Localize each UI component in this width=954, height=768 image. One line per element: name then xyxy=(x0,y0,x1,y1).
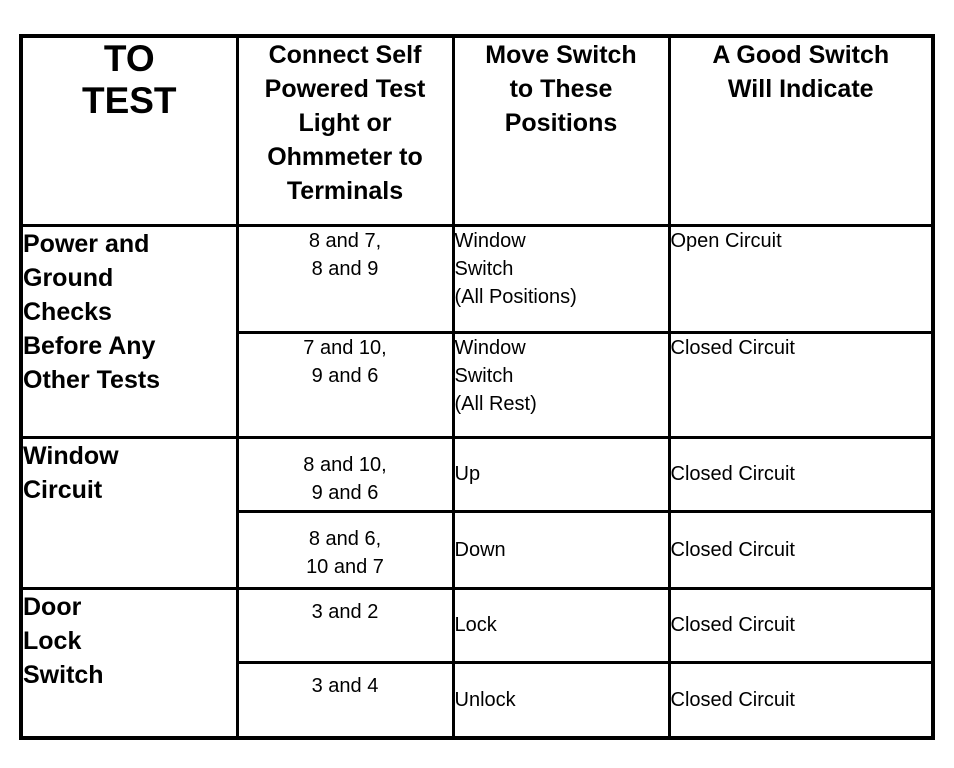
header-move-line: Positions xyxy=(504,109,618,137)
header-connect-line: Terminals xyxy=(286,177,404,205)
result-text: Closed Circuit xyxy=(670,614,795,637)
terminals-cell xyxy=(237,333,453,438)
positions-cell xyxy=(453,225,669,333)
terminals-line: 8 and 10, xyxy=(303,453,387,476)
table-row xyxy=(21,225,933,333)
table-row xyxy=(21,588,933,662)
terminals-cell xyxy=(237,663,453,738)
group-window-circuit xyxy=(21,437,237,588)
result-cell xyxy=(669,437,933,511)
positions-line: Switch xyxy=(454,257,514,280)
terminals-line: 9 and 6 xyxy=(311,365,379,388)
header-connect-terminals xyxy=(237,36,453,225)
terminals-line: 3 and 4 xyxy=(311,675,379,698)
positions-line: Window xyxy=(454,229,526,252)
group-power-ground xyxy=(21,225,237,437)
header-to-test-line: TEST xyxy=(81,80,177,121)
terminals-line: 8 and 6, xyxy=(308,528,382,551)
header-good-switch xyxy=(669,36,933,225)
header-connect-line: Ohmmeter to xyxy=(267,143,423,171)
header-indicate-line: Will Indicate xyxy=(727,75,874,103)
group-label-line: Window xyxy=(23,441,119,470)
terminals-cell xyxy=(237,225,453,333)
table-row xyxy=(21,437,933,511)
group-label-line: Other Tests xyxy=(23,365,161,394)
terminals-cell xyxy=(237,588,453,662)
result-cell xyxy=(669,225,933,333)
header-move-line: Move Switch xyxy=(485,41,637,69)
positions-line: Up xyxy=(454,463,481,486)
positions-line: Window xyxy=(454,337,526,360)
switch-test-table xyxy=(19,34,935,740)
terminals-line: 7 and 10, xyxy=(303,337,387,360)
group-door-lock-switch xyxy=(21,588,237,738)
header-to-test-line: TO xyxy=(103,38,155,79)
result-cell xyxy=(669,333,933,438)
terminals-line: 8 and 7, xyxy=(308,229,382,252)
result-text: Closed Circuit xyxy=(670,538,795,561)
positions-line: Down xyxy=(454,538,506,561)
terminals-line: 8 and 9 xyxy=(311,257,379,280)
header-connect-line: Powered Test xyxy=(264,75,426,103)
header-move-line: to These xyxy=(509,75,613,103)
header-move-switch xyxy=(453,36,669,225)
switch-test-chart xyxy=(19,34,931,740)
group-label-line: Circuit xyxy=(23,475,103,504)
group-label-line: Power and xyxy=(23,229,150,258)
positions-cell xyxy=(453,333,669,438)
terminals-line: 9 and 6 xyxy=(311,481,379,504)
header-row xyxy=(21,36,933,225)
terminals-cell xyxy=(237,512,453,588)
group-label-line: Checks xyxy=(23,297,112,326)
positions-line: Lock xyxy=(454,614,497,637)
header-connect-line: Light or xyxy=(298,109,392,137)
result-cell xyxy=(669,512,933,588)
terminals-line: 10 and 7 xyxy=(306,556,384,579)
group-label-line: Before Any xyxy=(23,331,156,360)
result-cell xyxy=(669,588,933,662)
terminals-line: 3 and 2 xyxy=(311,600,379,623)
positions-cell xyxy=(453,437,669,511)
header-indicate-line: A Good Switch xyxy=(712,41,890,69)
positions-line: (All Positions) xyxy=(454,285,577,308)
result-text: Closed Circuit xyxy=(670,463,795,486)
positions-cell xyxy=(453,663,669,738)
group-label-line: Lock xyxy=(23,626,82,655)
result-text: Open Circuit xyxy=(670,229,782,252)
positions-line: (All Rest) xyxy=(454,393,537,416)
positions-line: Unlock xyxy=(454,689,516,712)
group-label-line: Door xyxy=(23,592,82,621)
result-text: Closed Circuit xyxy=(670,337,795,360)
positions-cell xyxy=(453,588,669,662)
result-text: Closed Circuit xyxy=(670,689,795,712)
header-to-test xyxy=(21,36,237,225)
header-connect-line: Connect Self xyxy=(268,41,422,69)
terminals-cell xyxy=(237,437,453,511)
group-label-line: Switch xyxy=(23,660,104,689)
positions-cell xyxy=(453,512,669,588)
group-label-line: Ground xyxy=(23,263,114,292)
result-cell xyxy=(669,663,933,738)
positions-line: Switch xyxy=(454,365,514,388)
